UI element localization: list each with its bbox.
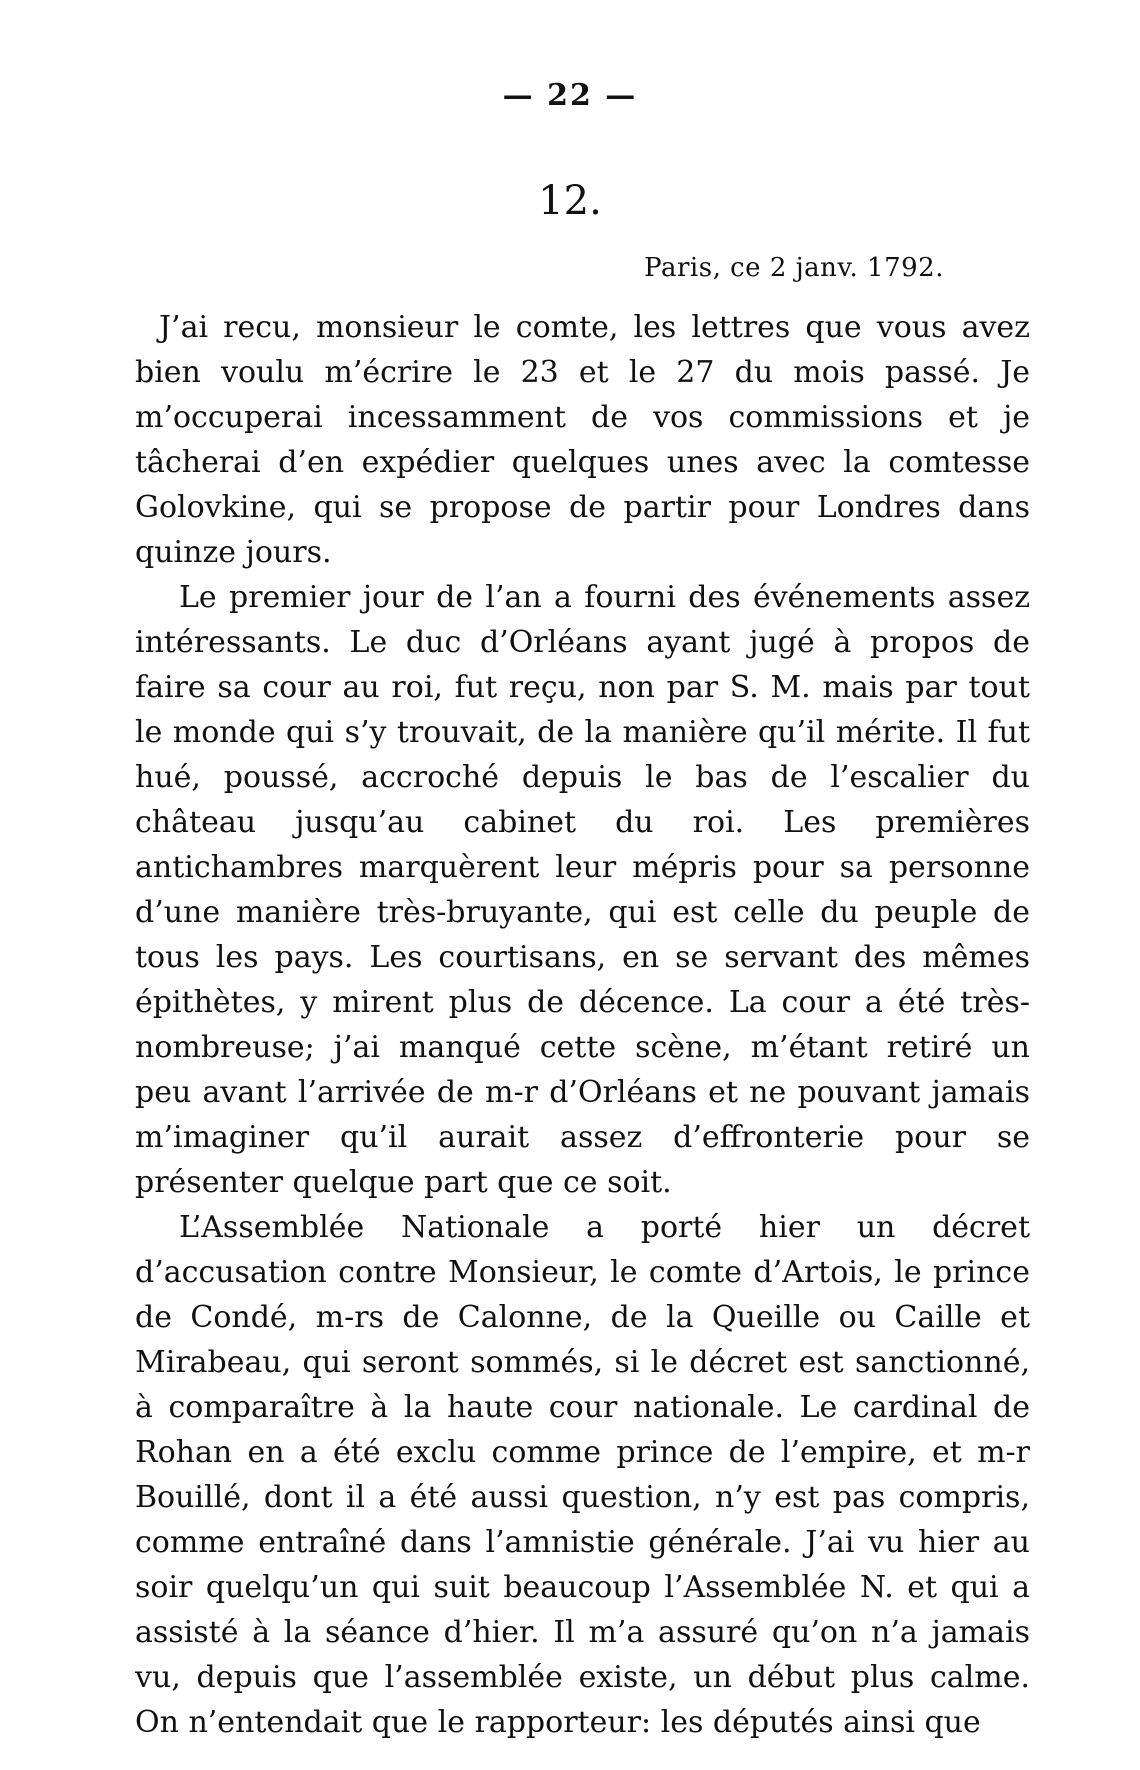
page-number: — 22 — — [502, 78, 638, 113]
letter-number: 12. — [538, 178, 602, 224]
paragraph: L’Assemblée Nationale a porté hier un décret d’accusation contre Monsieur, le comte d’Artois, le prince de Condé, m-rs de Calonne, de la Queille ou Caille et Mirabeau, qui seront sommés, si le décret est sanctionné, à comparaître à la haute cour nationale. Le cardinal de Rohan en a été exclu comme prince de l’empire, et m-r Bouillé, dont il a été aussi question, n’y est pas compris, comme entraîné dans l’amnistie générale. J’ai vu hier au soir quelqu’un qui suit beaucoup l’Assemblée N. et qui a assisté à la séance d’hier. Il m’a assuré qu’on n’a jamais vu, depuis que l’assemblée existe, un début plus calme. On n’entendait que le rapporteur: les députés ainsi que — [135, 1210, 1030, 1740]
paragraph: Le premier jour de l’an a fourni des événements assez intéressants. Le duc d’Orléans ayant jugé à propos de faire sa cour au roi, fut reçu, non par S. M. mais par tout le monde qui s’y trouvait, de la manière qu’il mérite. Il fut hué, poussé, accroché depuis le bas de l’escalier du château jusqu’au cabinet du roi. Les premières antichambres marquèrent leur mépris pour sa personne d’une manière très-bruyante, qui est celle du peuple de tous les pays. Les courtisans, en se servant des mêmes épithètes, y mirent plus de décence. La cour a été très-nombreuse; j’ai manqué cette scène, m’étant retiré un peu avant l’arrivée de m-r d’Orléans et ne pouvant jamais m’imaginer qu’il aurait assez d’effronterie pour se présenter quelque part que ce soit. — [135, 580, 1030, 1200]
paragraph: J’ai recu, monsieur le comte, les lettres que vous avez bien voulu m’écrire le 23 et le 27 du mois passé. Je m’occuperai incessamment de vos commissions et je tâcherai d’en expédier quelques unes avec la comtesse Golovkine, qui se propose de partir pour Londres dans quinze jours. — [135, 310, 1030, 570]
dateline: Paris, ce 2 janv. 1792. — [644, 253, 944, 283]
letter-body — [135, 305, 1030, 1745]
